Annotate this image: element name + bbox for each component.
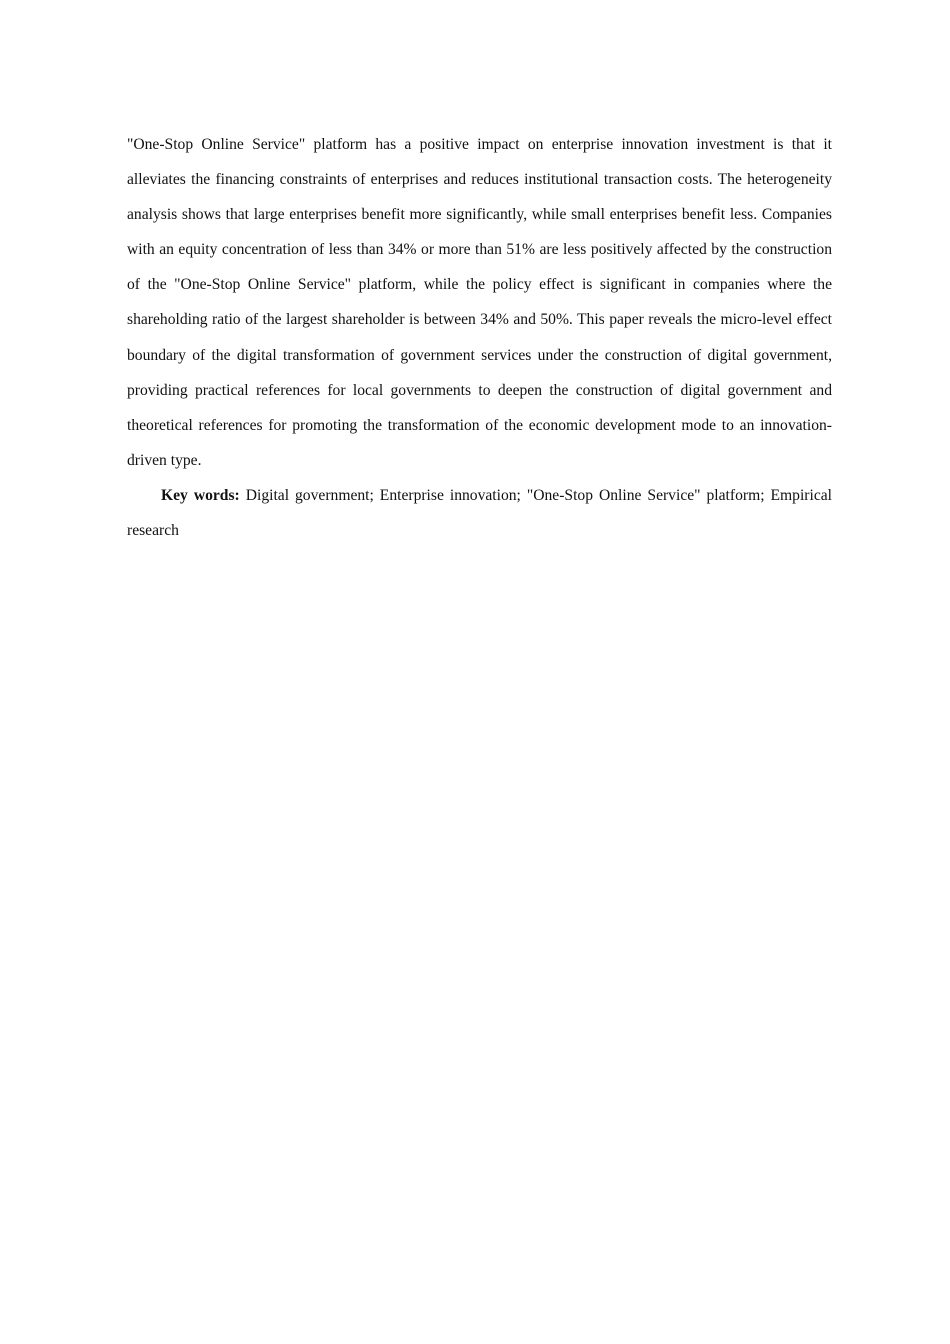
keywords-paragraph — [127, 478, 832, 548]
keywords-label: Key words: — [161, 486, 240, 504]
keywords-text: Digital government; Enterprise innovation; "One-Stop Online Service" platform; Empirical research — [127, 486, 832, 540]
abstract-paragraph: "One-Stop Online Service" platform has a positive impact on enterprise innovation investment is that it alleviates the financing constraints of enterprises and reduces institutional transaction costs. The heterogeneity analysis shows that large enterprises benefit more significantly, while small enterprises benefit less. Companies with an equity concentration of less than 34% or more than 51% are less positively affected by the construction of the "One-Stop Online Service" platform, while the policy effect is significant in companies where the shareholding ratio of the largest shareholder is between 34% and 50%. This paper reveals the micro-level effect boundary of the digital transformation of government services under the construction of digital government, providing practical references for local governments to deepen the construction of digital government and theoretical references for promoting the transformation of the economic development mode to an innovation-driven type. — [127, 136, 832, 469]
abstract-section — [127, 127, 832, 548]
